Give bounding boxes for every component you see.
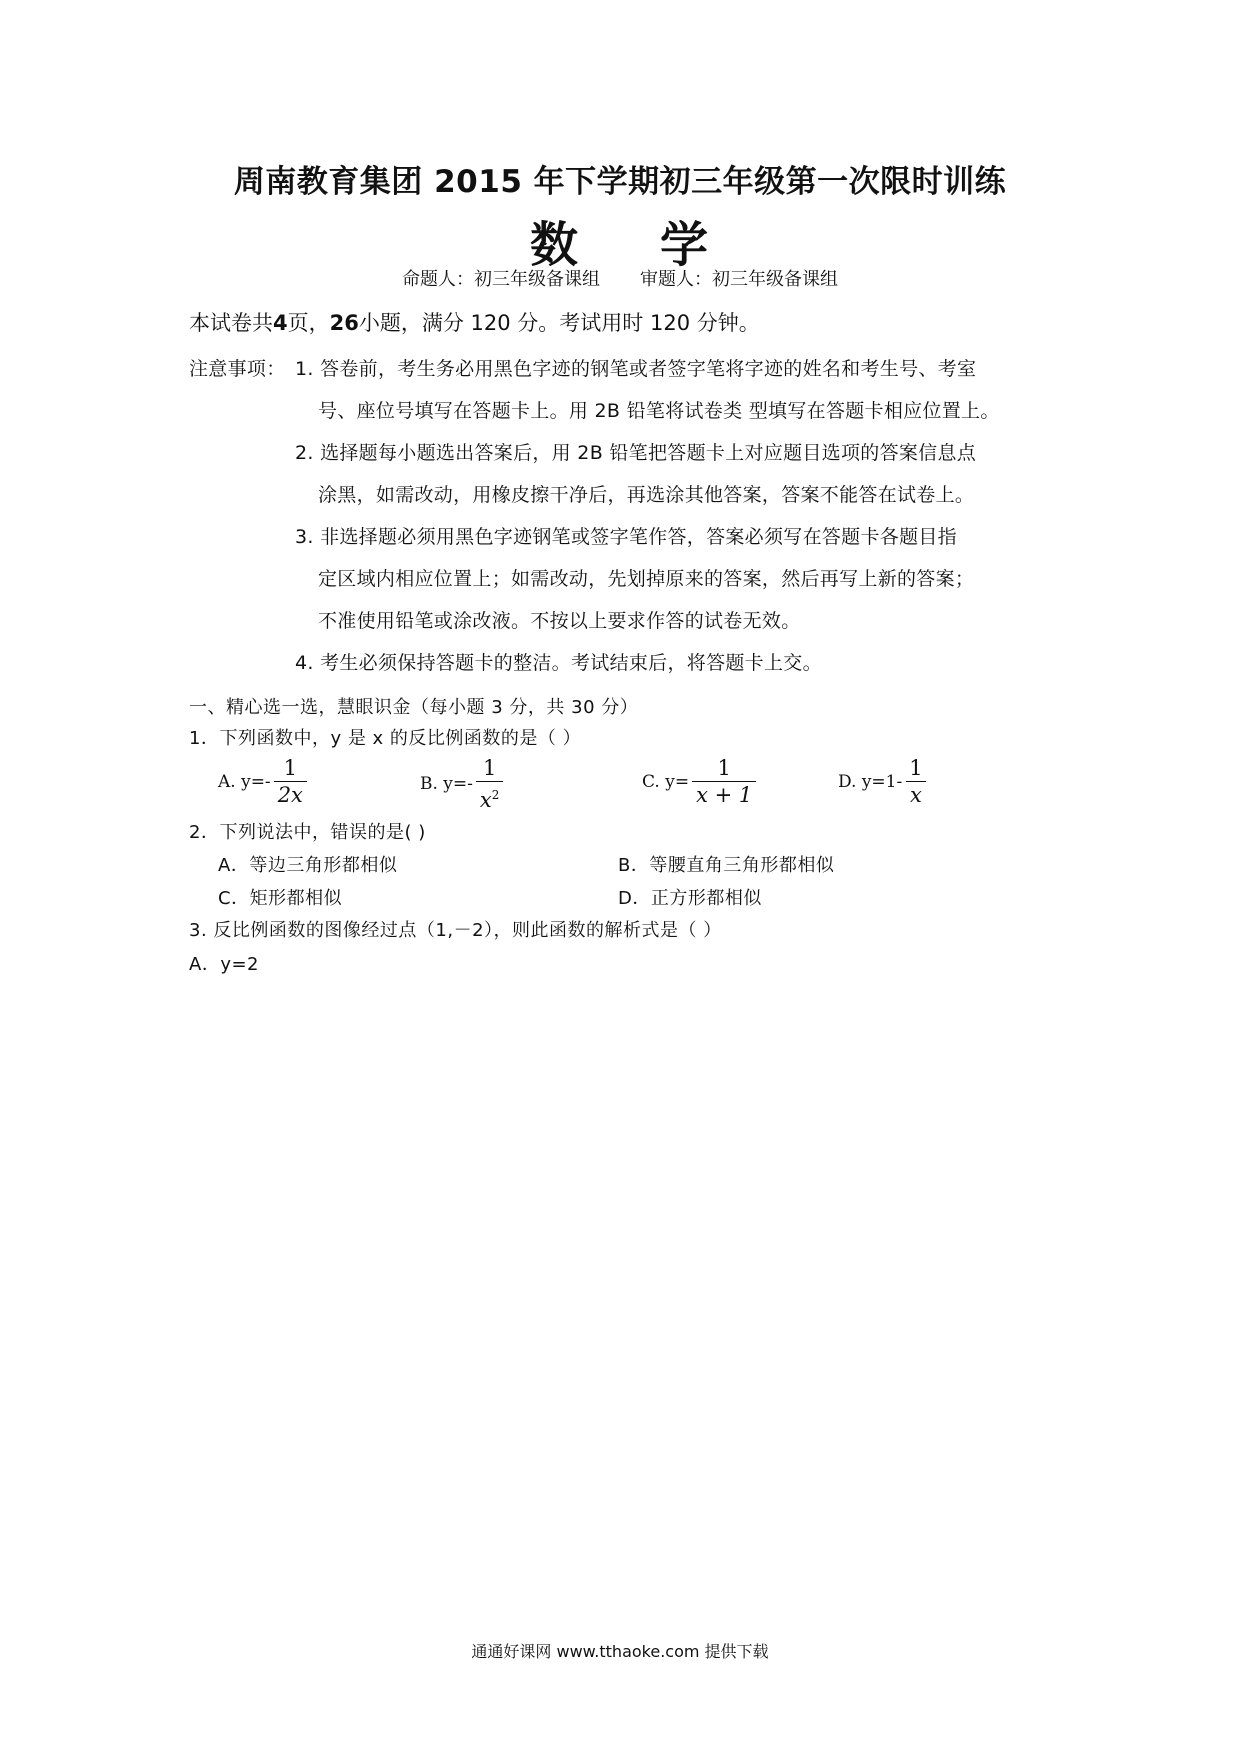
q1-option-b <box>420 755 503 813</box>
q1-option-b-den-text: x <box>479 788 492 812</box>
proposer: 命题人：初三年级备课组 <box>402 269 600 290</box>
note-3-line-3: 不准使用铅笔或涂改液。不按以上要求作答的试卷无效。 <box>318 610 801 632</box>
note-4-line-1: 4. 考生必须保持答题卡的整洁。考试结束后，将答题卡上交。 <box>295 652 822 674</box>
section-1-heading: 一、精心选一选，慧眼识金（每小题 3 分，共 30 分） <box>189 697 639 718</box>
notes-label: 注意事项： <box>189 358 286 380</box>
summary-text-3: 小题，满分 120 分。考试用时 120 分钟。 <box>358 311 760 335</box>
note-2-line-1: 2. 选择题每小题选出答案后，用 2B 铅笔把答题卡上对应题目选项的答案信息点 <box>295 442 977 464</box>
q1-option-a-numerator: 1 <box>283 756 297 780</box>
exam-title: 周南教育集团 2015 年下学期初三年级第一次限时训练 <box>233 164 1007 200</box>
q2-option-b: B．等腰直角三角形都相似 <box>618 855 835 876</box>
q1-option-c-den-text: x + 1 <box>696 783 753 807</box>
q1-option-d-prefix: D. y=1- <box>838 771 903 792</box>
q1-option-a <box>218 755 307 808</box>
q1-option-d-denominator <box>906 781 926 808</box>
q1-option-d-den-text: x <box>910 783 922 807</box>
page-count: 4 <box>273 311 288 335</box>
q1-option-a-fraction <box>274 755 307 808</box>
q1-option-b-numerator: 1 <box>482 756 497 780</box>
q1-option-a-den-text: 2x <box>277 783 303 807</box>
q1-option-c-fraction <box>692 755 756 808</box>
q1-option-d-fraction <box>905 755 926 808</box>
q1-option-c-denominator <box>692 781 756 808</box>
note-3-line-2: 定区域内相应位置上；如需改动，先划掉原来的答案，然后再写上新的答案； <box>318 568 975 590</box>
reviewer: 审题人：初三年级备课组 <box>640 269 838 290</box>
q1-option-d <box>838 755 927 808</box>
note-3-line-1: 3. 非选择题必须用黑色字迹钢笔或签字笔作答，答案必须写在答题卡各题目指 <box>295 526 957 548</box>
question-2-stem: 2．下列说法中，错误的是( ) <box>189 822 426 843</box>
q1-option-d-numerator: 1 <box>909 756 923 780</box>
q1-option-b-denominator <box>476 781 503 813</box>
q1-option-c-numerator: 1 <box>717 756 731 780</box>
q2-option-a: A．等边三角形都相似 <box>218 855 398 876</box>
q1-option-c <box>642 755 756 808</box>
q1-option-b-prefix: B. y=- <box>420 774 473 794</box>
note-1-line-2: 号、座位号填写在答题卡上。用 2B 铅笔将试卷类 型填写在答题卡相应位置上。 <box>318 400 1000 422</box>
question-3-stem: 3. 反比例函数的图像经过点（1,－2），则此函数的解析式是（ ） <box>189 920 722 941</box>
q1-option-c-prefix: C. y= <box>642 771 690 792</box>
summary-text-1: 本试卷共 <box>189 311 273 335</box>
question-count: 26 <box>329 311 359 335</box>
q1-option-a-prefix: A. y=- <box>218 771 271 792</box>
note-2-line-2: 涂黑，如需改动，用橡皮擦干净后，再选涂其他答案，答案不能答在试卷上。 <box>318 484 975 506</box>
q1-option-b-exponent: 2 <box>491 788 500 802</box>
q2-option-c: C．矩形都相似 <box>218 888 343 909</box>
summary-text-2: 页， <box>287 311 330 335</box>
question-1-stem: 1．下列函数中，y 是 x 的反比例函数的是（ ） <box>189 728 582 749</box>
subject-char-2: 学 <box>660 217 711 273</box>
q1-option-a-denominator <box>274 781 307 808</box>
authors-line <box>0 265 1240 291</box>
q3-option-a: A．y=2 <box>189 954 259 975</box>
footer-download-note: 通通好课网 www.tthaoke.com 提供下载 <box>471 1642 769 1661</box>
exam-summary <box>189 307 760 337</box>
q1-option-b-fraction <box>476 755 503 813</box>
subject-char-1: 数 <box>529 217 580 273</box>
note-1-line-1: 1. 答卷前，考生务必用黑色字迹的钢笔或者签字笔将字迹的姓名和考生号、考室 <box>295 358 977 380</box>
q2-option-d: D．正方形都相似 <box>618 888 762 909</box>
